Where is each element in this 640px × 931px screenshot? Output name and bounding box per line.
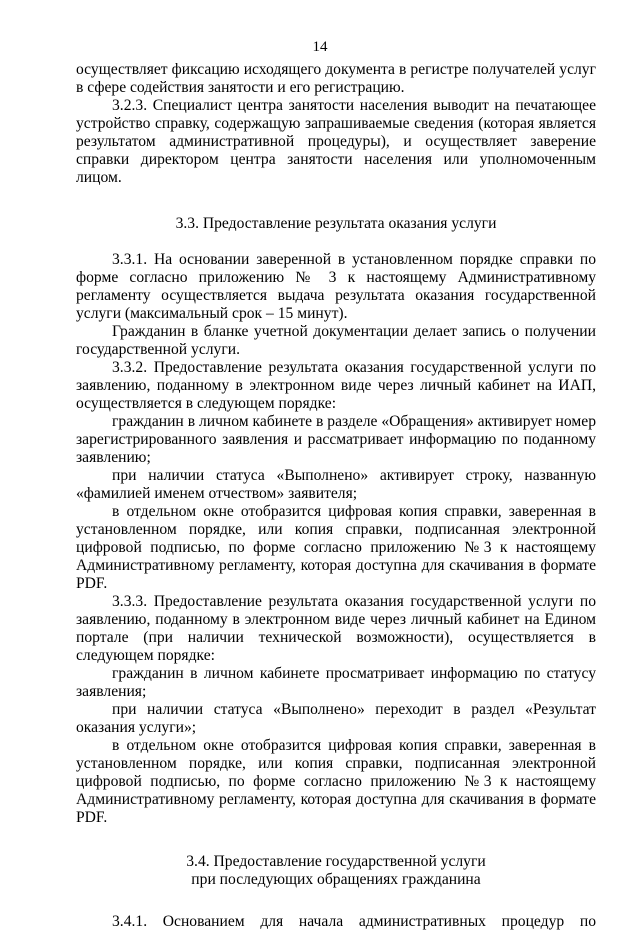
section-3-3-title: 3.3. Предоставление результата оказания услуги — [175, 215, 497, 232]
paragraph-3-2-3: 3.2.3. Специалист центра занятости населения выводит на печатающее устройство справку, содержащую запрашиваемые сведения (которая является результатом административной процедуры), и осуществляет заверение справки директором центра занятости населения или уполномоченным лицом. — [76, 97, 596, 186]
paragraph-3-3-2: 3.3.2. Предоставление результата оказания государственной услуги по заявлению, поданному в электронном виде через личный кабинет на ИАП, осуществляется в следующем порядке: — [76, 359, 596, 412]
document-body — [76, 61, 596, 931]
paragraph-3-3-2-step-2: при наличии статуса «Выполнено» активирует строку, названную «фамилией именем отчеством» заявителя; — [76, 467, 596, 502]
page-number: 14 — [312, 39, 328, 55]
paragraph-continuation: осуществляет фиксацию исходящего документа в регистре получателей услуг в сфере содействия занятости и его регистрацию. — [76, 61, 596, 96]
paragraph-3-3-1: 3.3.1. На основании заверенной в установленном порядке справки по форме согласно приложению № 3 к настоящему Административному регламенту осуществляется выдача результата оказания государственной услуги (максимальный срок – 15 минут). — [76, 251, 596, 322]
paragraph-3-4-1: 3.4.1. Основанием для начала административных процедур по — [112, 913, 596, 930]
section-3-4-heading — [76, 853, 596, 889]
section-3-4-title-line-2: при последующих обращениях гражданина — [191, 871, 481, 888]
paragraph-3-3-3: 3.3.3. Предоставление результата оказания государственной услуги по заявлению, поданному в электронном виде через личный кабинет на Едином портале (при наличии технической возможности), осуществляется в следующем порядке: — [76, 593, 596, 664]
paragraph-record-note: Гражданин в бланке учетной документации делает запись о получении государственной услуги. — [76, 323, 596, 358]
paragraph-3-3-2-step-1: гражданин в личном кабинете в разделе «Обращения» активирует номер зарегистрированного заявления и рассматривает информацию по поданному заявлению; — [76, 413, 596, 466]
paragraph-3-3-2-step-3: в отдельном окне отобразится цифровая копия справки, заверенная в установленном порядке, или копия справки, подписанная электронной цифровой подписью, по форме согласно приложению №3 к настоящему Административному регламенту, которая доступна для скачивания в формате PDF. — [76, 503, 596, 592]
paragraph-3-3-3-step-1: гражданин в личном кабинете просматривает информацию по статусу заявления; — [76, 665, 596, 700]
section-3-4-title-line-1: 3.4. Предоставление государственной услуги — [186, 853, 486, 870]
paragraph-3-3-3-step-2: при наличии статуса «Выполнено» переходит в раздел «Результат оказания услуги»; — [76, 701, 596, 736]
paragraph-3-3-3-step-3: в отдельном окне отобразится цифровая копия справки, заверенная в установленном порядке, или копия справки, подписанная электронной цифровой подписью, по форме согласно приложению №3 к настоящему Административному регламенту, которая доступна для скачивания в формате PDF. — [76, 737, 596, 826]
